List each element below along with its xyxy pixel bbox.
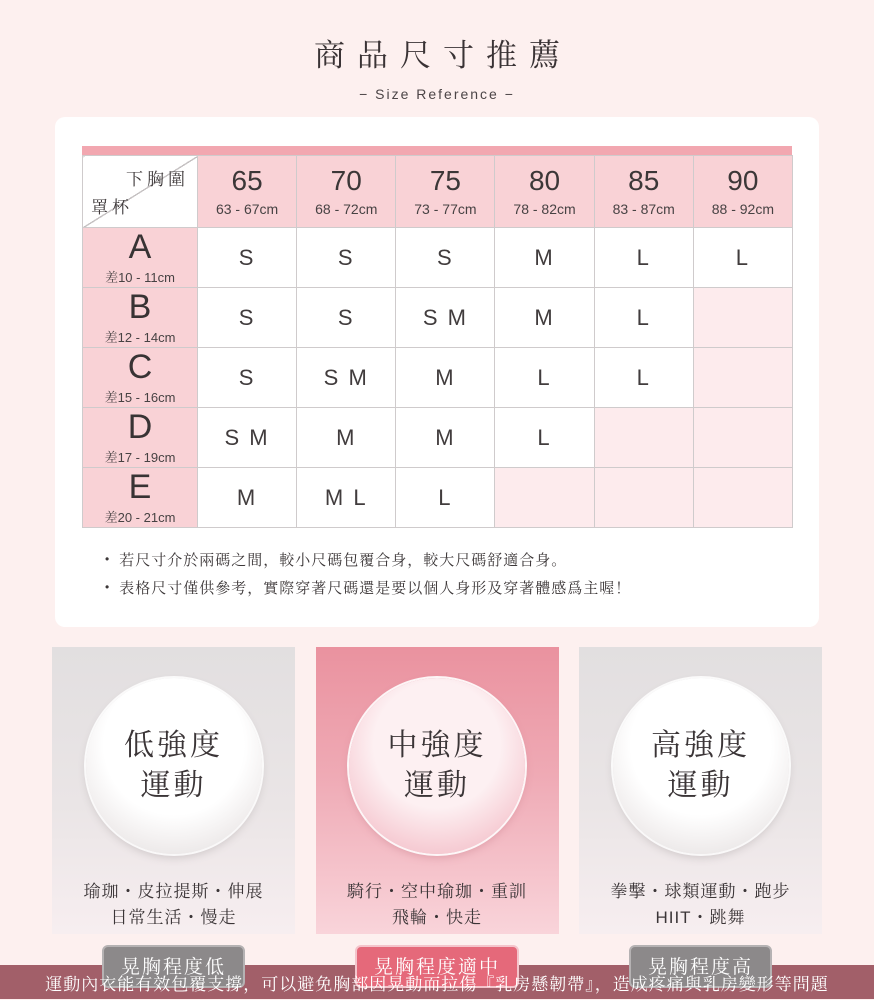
table-corner-cell: [83, 156, 198, 228]
size-table: [82, 155, 793, 528]
page-subtitle: − Size Reference −: [359, 86, 515, 102]
intensity-cards: [52, 647, 822, 978]
size-cell: M: [396, 348, 495, 408]
size-cell: L: [495, 348, 594, 408]
medium-intensity-circle: 中強度 運動: [349, 678, 525, 854]
size-cell: [693, 468, 792, 528]
size-cell: M L: [297, 468, 396, 528]
table-header-row: [83, 156, 793, 228]
row-header-cup-c: C 差15 - 16cm: [83, 348, 198, 408]
card-high-intensity: [579, 647, 822, 978]
card-low-intensity: [52, 647, 295, 978]
medium-intensity-activities: 騎行・空中瑜珈・重訓 飛輪・快走: [347, 882, 527, 928]
size-cell: [594, 408, 693, 468]
table-row-cup-d: [83, 408, 793, 468]
column-header-85: 85 83 - 87cm: [594, 156, 693, 228]
column-header-75: 75 73 - 77cm: [396, 156, 495, 228]
corner-cup-label: 罩杯: [91, 198, 133, 217]
size-cell: M: [198, 468, 297, 528]
high-bounce-badge: 晃胸程度高: [629, 945, 772, 988]
size-cell: [693, 288, 792, 348]
page-title: 商品尺寸推薦: [314, 38, 572, 73]
column-header-65: 65 63 - 67cm: [198, 156, 297, 228]
size-cell: [693, 348, 792, 408]
size-cell: L: [396, 468, 495, 528]
row-header-cup-e: E 差20 - 21cm: [83, 468, 198, 528]
note-between-sizes: • 若尺寸介於兩碼之間，較小尺碼包覆合身，較大尺碼舒適合身。: [105, 547, 819, 575]
size-cell: [594, 468, 693, 528]
column-header-90: 90 88 - 92cm: [693, 156, 792, 228]
size-cell: [693, 408, 792, 468]
size-cell: S: [396, 228, 495, 288]
column-header-70: 70 68 - 72cm: [297, 156, 396, 228]
column-header-80: 80 78 - 82cm: [495, 156, 594, 228]
corner-underbust-label: 下胸圍: [126, 170, 189, 189]
note-reference-only: • 表格尺寸僅供參考，實際穿著尺碼還是要以個人身形及穿著體感爲主喔！: [105, 575, 819, 603]
size-cell: M: [495, 288, 594, 348]
size-cell: M: [396, 408, 495, 468]
footer-support-text: 運動內衣能有效包覆支撐，可以避免胸部因晃動而拉傷『乳房懸韌帶』，造成疼痛與乳房變形等問題: [45, 974, 829, 994]
footer-banner: [0, 965, 874, 999]
table-row-cup-a: [83, 228, 793, 288]
row-header-cup-b: B 差12 - 14cm: [83, 288, 198, 348]
medium-bounce-badge: 晃胸程度適中: [355, 945, 519, 988]
size-cell: S M: [297, 348, 396, 408]
size-cell: S: [198, 348, 297, 408]
size-cell: M: [297, 408, 396, 468]
table-row-cup-b: [83, 288, 793, 348]
page-header: [0, 0, 874, 102]
low-bounce-badge: 晃胸程度低: [102, 945, 245, 988]
high-intensity-circle: 高強度 運動: [613, 678, 789, 854]
size-cell: S: [198, 288, 297, 348]
size-cell: L: [693, 228, 792, 288]
size-cell: L: [594, 348, 693, 408]
size-cell: L: [594, 288, 693, 348]
low-intensity-activities: 瑜珈・皮拉提斯・伸展 日常生活・慢走: [83, 882, 264, 928]
card-medium-intensity: [316, 647, 559, 978]
size-cell: S M: [198, 408, 297, 468]
row-header-cup-d: D 差17 - 19cm: [83, 408, 198, 468]
size-cell: S: [297, 288, 396, 348]
size-cell: L: [594, 228, 693, 288]
size-cell: S: [198, 228, 297, 288]
size-cell: L: [495, 408, 594, 468]
row-header-cup-a: A 差10 - 11cm: [83, 228, 198, 288]
high-intensity-activities: 拳擊・球類運動・跑步 HIIT・跳舞: [610, 882, 791, 928]
size-notes: [105, 547, 819, 603]
size-reference-panel: [55, 117, 819, 627]
size-cell: S: [297, 228, 396, 288]
table-row-cup-e: [83, 468, 793, 528]
size-cell: M: [495, 228, 594, 288]
size-cell: S M: [396, 288, 495, 348]
table-row-cup-c: [83, 348, 793, 408]
size-table-wrap: [82, 146, 792, 528]
size-cell: [495, 468, 594, 528]
low-intensity-circle: 低強度 運動: [86, 678, 262, 854]
